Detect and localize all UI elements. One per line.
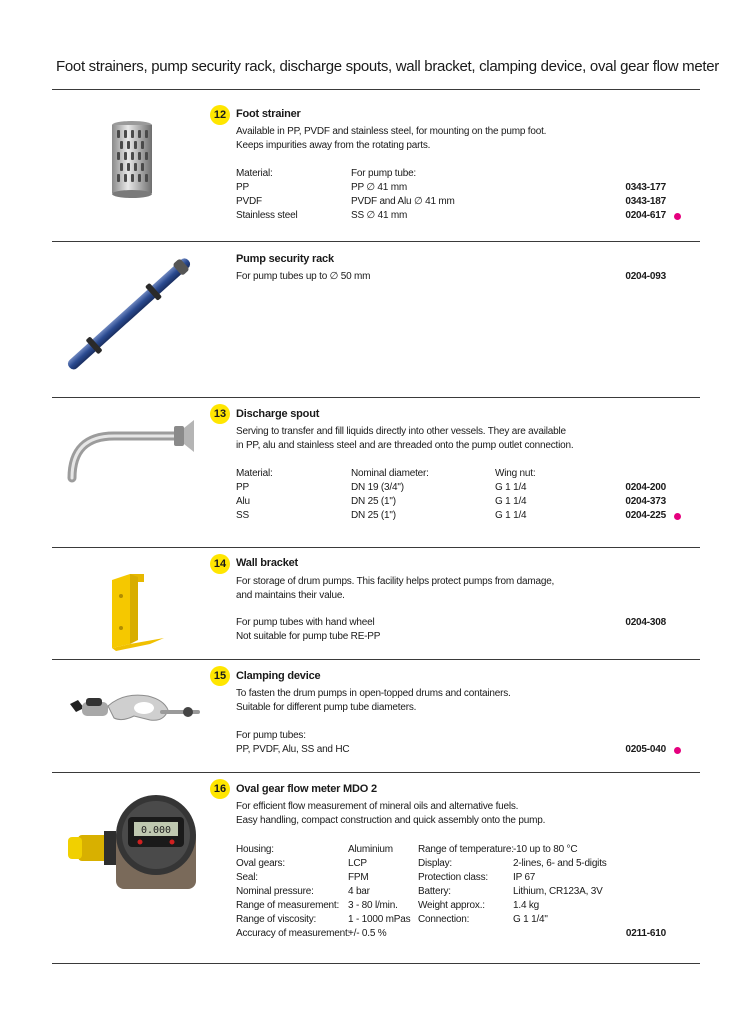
spec-row	[236, 509, 666, 523]
pump-tube: SS ∅ 41 mm	[351, 210, 408, 221]
article-number: 0204-093	[625, 271, 666, 282]
spec-value: Aluminium	[348, 844, 393, 855]
marker-dot	[674, 747, 681, 754]
spec-row	[236, 899, 666, 913]
wing-nut: G 1 1/4	[495, 510, 527, 521]
clamping-device-section	[52, 660, 700, 772]
nominal-diameter: DN 25 (1")	[351, 510, 396, 521]
security-rack-section	[52, 242, 700, 397]
spec-label: Range of temperature:	[418, 844, 514, 855]
spec-row	[236, 843, 666, 857]
spec-label: Range of viscosity:	[236, 914, 317, 925]
article-number: 0343-177	[625, 182, 666, 193]
spec-label: Nominal pressure:	[236, 886, 314, 897]
pump-tube: PP ∅ 41 mm	[351, 182, 407, 193]
description-line: and maintains their value.	[236, 590, 345, 601]
description-line: in PP, alu and stainless steel and are threaded onto the pump outlet connection.	[236, 440, 574, 451]
material: SS	[236, 510, 249, 521]
spec-row	[236, 871, 666, 885]
spec-row	[236, 616, 666, 630]
spec-value: +/- 0.5 %	[348, 928, 387, 939]
spec-value: 1.4 kg	[513, 900, 540, 911]
article-number: 0204-225	[625, 510, 666, 521]
spec-row	[236, 729, 666, 743]
header-material: Material:	[236, 168, 273, 179]
product-description	[236, 125, 546, 153]
spec-label: Battery:	[418, 886, 451, 897]
wall-bracket-image	[102, 568, 168, 652]
product-title: Clamping device	[236, 670, 321, 682]
product-description: For pump tubes up to ∅ 50 mm	[236, 271, 371, 282]
spec-label: Weight approx.:	[418, 900, 485, 911]
item-number-badge: 14	[210, 554, 230, 574]
material: Stainless steel	[236, 210, 298, 221]
product-description	[236, 425, 573, 453]
divider	[52, 963, 700, 964]
foot-strainer-section	[52, 90, 700, 241]
flow-meter-section	[52, 773, 700, 963]
material: Alu	[236, 496, 250, 507]
spec-row	[236, 495, 666, 509]
spec-label: Accuracy of measurement:	[236, 928, 351, 939]
marker-dot	[674, 513, 681, 520]
discharge-spout-section	[52, 398, 700, 547]
spec-row	[236, 195, 666, 209]
description-line: For storage of drum pumps. This facility helps protect pumps from damage,	[236, 576, 555, 587]
marker-dot	[674, 213, 681, 220]
spec-label: Seal:	[236, 872, 258, 883]
spec-label: Range of measurement:	[236, 900, 340, 911]
discharge-spout-image	[64, 412, 196, 484]
item-number-badge: 16	[210, 779, 230, 799]
security-rack-image	[60, 250, 200, 380]
description-line: Available in PP, PVDF and stainless steel, for mounting on the pump foot.	[236, 126, 547, 137]
product-title: Wall bracket	[236, 557, 298, 569]
spec-row	[236, 885, 666, 899]
material: PVDF	[236, 196, 262, 207]
spec-row	[236, 743, 666, 757]
description-line: Serving to transfer and fill liquids directly into other vessels. They are available	[236, 426, 566, 437]
spec-label: Connection:	[418, 914, 470, 925]
spec-header	[236, 467, 666, 481]
product-title: Discharge spout	[236, 408, 320, 420]
spec-value: 3 - 80 l/min.	[348, 900, 398, 911]
spec-row	[236, 481, 666, 495]
spec-row	[236, 927, 666, 941]
wing-nut: G 1 1/4	[495, 482, 527, 493]
spec-label: Protection class:	[418, 872, 488, 883]
spec-value: 1 - 1000 mPas	[348, 914, 411, 925]
item-number-badge: 13	[210, 404, 230, 424]
wall-bracket-section	[52, 548, 700, 659]
nominal-diameter: DN 25 (1")	[351, 496, 396, 507]
description-line: To fasten the drum pumps in open-topped drums and containers.	[236, 688, 511, 699]
article-number: 0204-308	[625, 617, 666, 628]
pump-tube: PVDF and Alu ∅ 41 mm	[351, 196, 455, 207]
spec-row	[236, 630, 666, 644]
product-title: Pump security rack	[236, 253, 334, 265]
item-number-badge: 15	[210, 666, 230, 686]
header-nominal-diameter: Nominal diameter:	[351, 468, 429, 479]
header-wing-nut: Wing nut:	[495, 468, 536, 479]
nominal-diameter: DN 19 (3/4")	[351, 482, 404, 493]
description-line: Easy handling, compact construction and quick assembly onto the pump.	[236, 815, 546, 826]
spec-header	[236, 167, 666, 181]
flow-meter-image	[64, 795, 204, 893]
spec-value: -10 up to 80 °C	[513, 844, 578, 855]
article-number: 0205-040	[625, 744, 666, 755]
material: PP	[236, 182, 249, 193]
clamping-device-image	[64, 682, 204, 740]
spec-value: LCP	[348, 858, 367, 869]
product-description	[236, 575, 554, 603]
spec-row	[236, 857, 666, 871]
spec-row	[236, 181, 666, 195]
product-description	[236, 800, 545, 828]
spec-label: Oval gears:	[236, 858, 285, 869]
description-line: Suitable for different pump tube diameters.	[236, 702, 417, 713]
spec-row	[236, 209, 666, 223]
page-title: Foot strainers, pump security rack, discharge spouts, wall bracket, clamping device, oval gear flow meter	[56, 58, 719, 75]
article-number: 0211-610	[625, 928, 666, 939]
description-line: For efficient flow measurement of mineral oils and alternative fuels.	[236, 801, 519, 812]
spec-value: Lithium, CR123A, 3V	[513, 886, 603, 897]
article-number: 0204-200	[625, 482, 666, 493]
note: Not suitable for pump tube RE-PP	[236, 631, 381, 642]
spec-value: G 1 1/4"	[513, 914, 548, 925]
spec-value: FPM	[348, 872, 369, 883]
article-number: 0204-617	[625, 210, 666, 221]
spec-label: Housing:	[236, 844, 274, 855]
spec-value: 4 bar	[348, 886, 370, 897]
product-title: Oval gear flow meter MDO 2	[236, 783, 377, 795]
product-description	[236, 687, 511, 715]
note: For pump tubes:	[236, 730, 306, 741]
article-number: 0204-373	[625, 496, 666, 507]
spec-row	[236, 270, 666, 284]
spec-row	[236, 913, 666, 927]
article-number: 0343-187	[625, 196, 666, 207]
note: PP, PVDF, Alu, SS and HC	[236, 744, 350, 755]
product-title: Foot strainer	[236, 108, 301, 120]
header-pump-tube: For pump tube:	[351, 168, 417, 179]
spec-label: Display:	[418, 858, 452, 869]
description-line: Keeps impurities away from the rotating parts.	[236, 140, 431, 151]
header-material: Material:	[236, 468, 273, 479]
spec-value: IP 67	[513, 872, 536, 883]
material: PP	[236, 482, 249, 493]
wing-nut: G 1 1/4	[495, 496, 527, 507]
flow-meter-display: 0.000	[140, 825, 172, 836]
item-number-badge: 12	[210, 105, 230, 125]
foot-strainer-image	[110, 120, 154, 200]
note: For pump tubes with hand wheel	[236, 617, 375, 628]
spec-value: 2-lines, 6- and 5-digits	[513, 858, 607, 869]
